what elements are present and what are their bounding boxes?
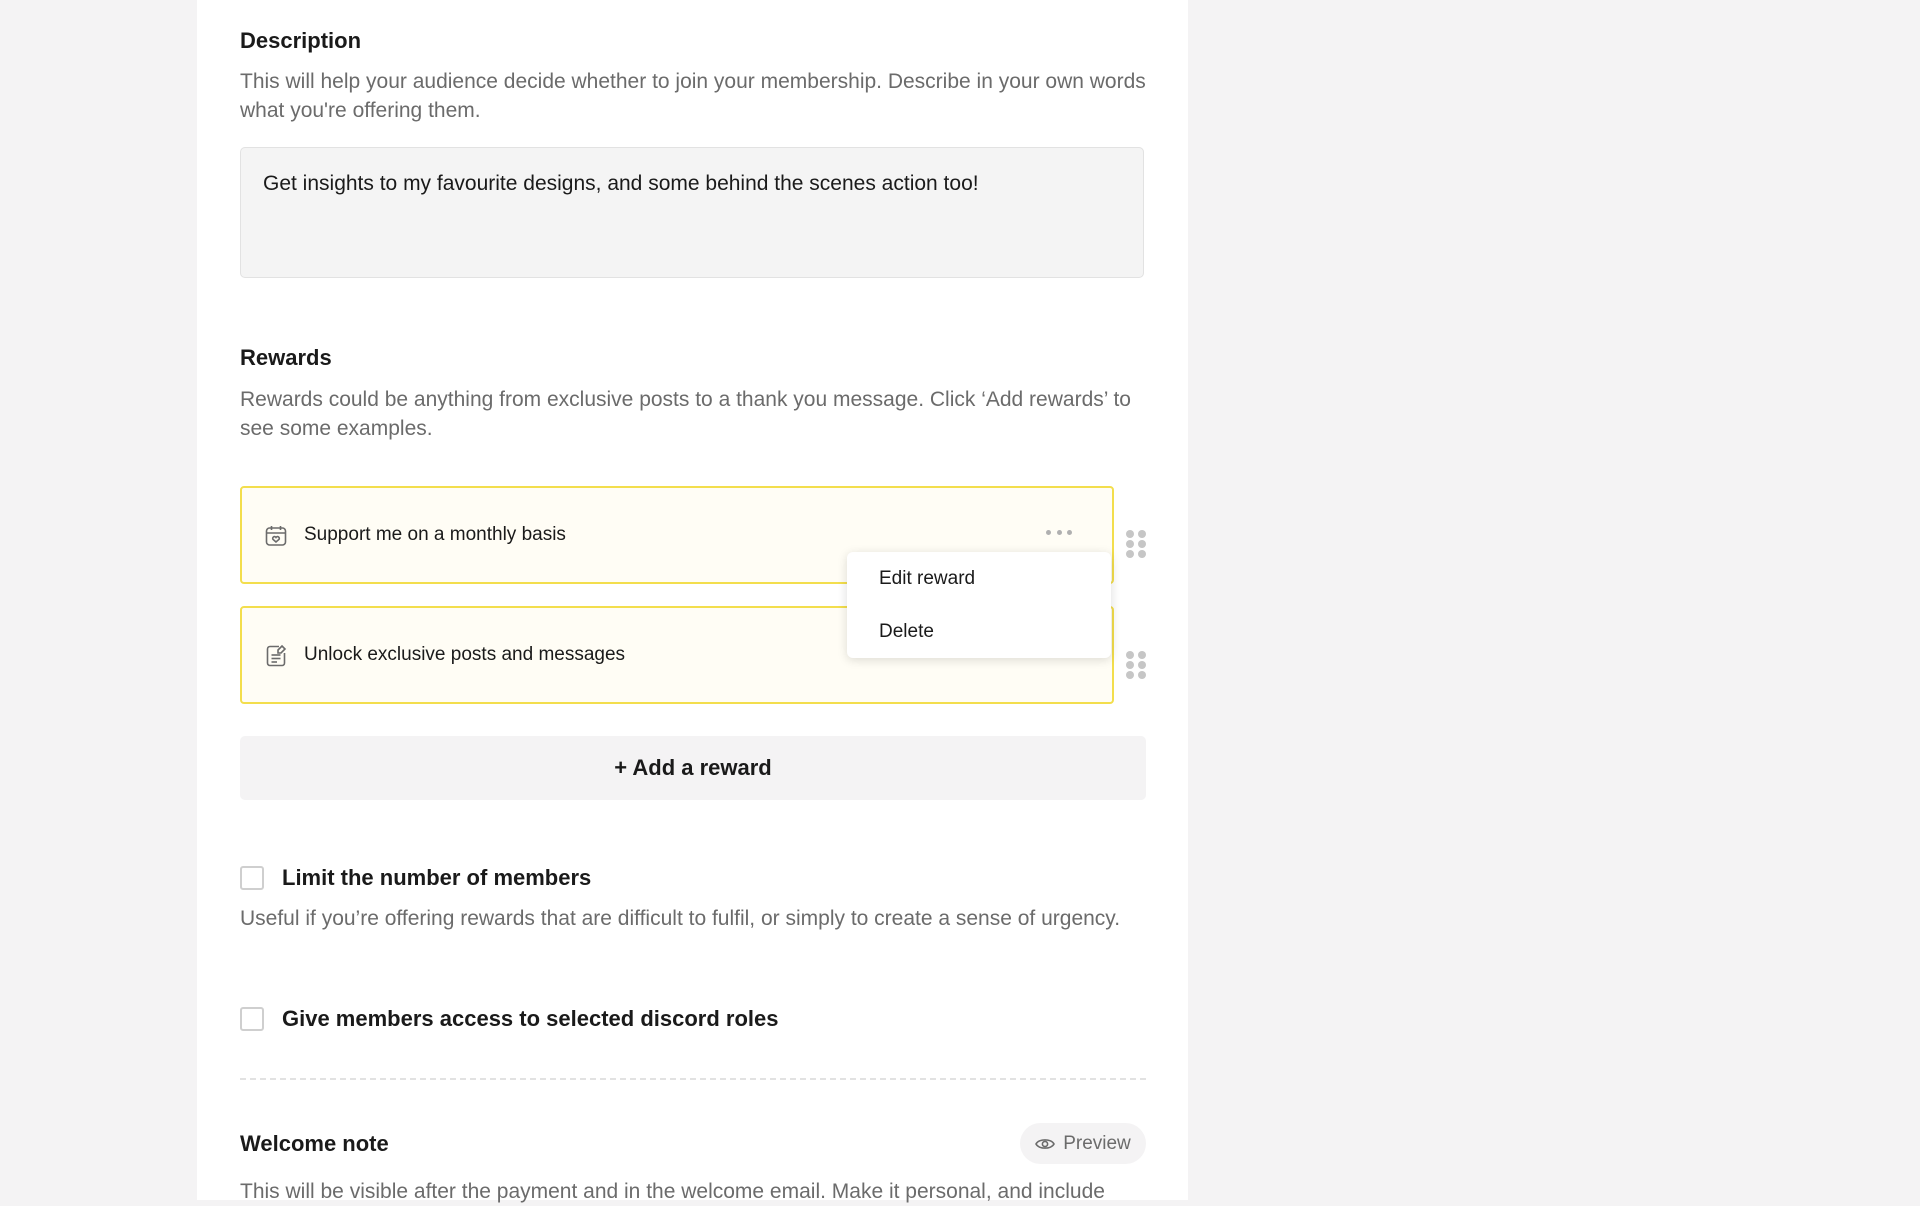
reward-label: Support me on a monthly basis [304, 524, 566, 545]
drag-handle-icon[interactable] [1126, 530, 1146, 558]
rewards-help: Rewards could be anything from exclusive posts to a thank you message. Click ‘Add rewards’ to see some examples. [240, 388, 1131, 440]
description-textarea[interactable] [240, 147, 1144, 278]
reward-options-menu [847, 552, 1111, 658]
edit-reward-menu-item[interactable]: Edit reward [879, 568, 976, 589]
discord-roles-checkbox[interactable] [240, 1007, 264, 1031]
preview-button[interactable] [1020, 1123, 1146, 1164]
limit-members-row [240, 864, 591, 892]
limit-members-label: Limit the number of members [282, 865, 592, 890]
add-reward-button[interactable]: + Add a reward [240, 736, 1146, 800]
limit-members-checkbox[interactable] [240, 866, 264, 890]
description-title: Description [240, 28, 362, 53]
calendar-heart-icon [264, 524, 288, 548]
discord-roles-label: Give members access to selected discord roles [282, 1006, 779, 1031]
document-edit-icon [264, 644, 288, 668]
rewards-title: Rewards [240, 345, 332, 370]
description-help: This will help your audience decide whether to join your membership. Describe in your own words what you're offering them. [240, 70, 1146, 122]
eye-icon [1035, 1137, 1055, 1151]
preview-label: Preview [1063, 1132, 1131, 1154]
reward-label: Unlock exclusive posts and messages [304, 644, 626, 665]
more-options-icon[interactable] [1046, 524, 1072, 540]
section-divider [240, 1078, 1146, 1080]
welcome-note-help: This will be visible after the payment and in the welcome email. Make it personal, and include [240, 1180, 1105, 1203]
membership-form-panel [197, 0, 1188, 1203]
drag-handle-icon[interactable] [1126, 651, 1146, 679]
welcome-note-title: Welcome note [240, 1131, 389, 1156]
limit-members-help: Useful if you’re offering rewards that are difficult to fulfil, or simply to create a sense of urgency. [240, 907, 1121, 930]
description-text: Get insights to my favourite designs, and some behind the scenes action too! [263, 172, 979, 195]
discord-roles-row [240, 1005, 778, 1033]
delete-reward-menu-item[interactable]: Delete [879, 621, 934, 642]
